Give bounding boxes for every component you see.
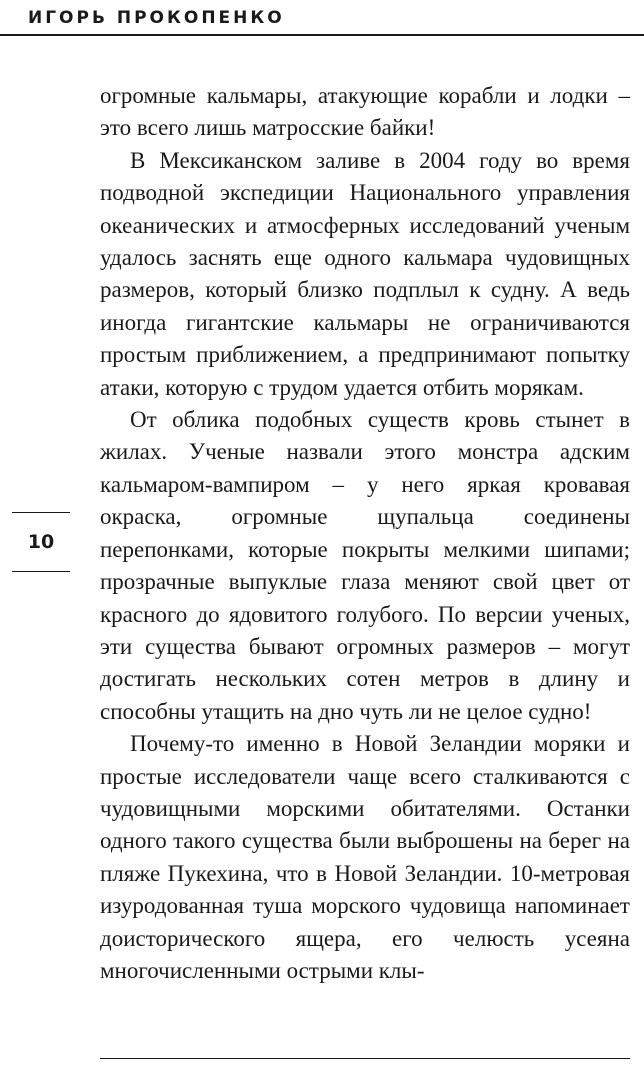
paragraph-new-zealand: Почему-то именно в Новой Зеландии моряки и простые исследователи чаще всего сталкиваются с чудовищными морскими обитателями. Останки одного такого существа были выброшены на берег на пляже Пукехина, что в Новой Зеландии. 10-метровая изуродованная туша морского чудовища напоминает доисторического ящера, его челюсть усеяна многочисленными острыми клы- bbox=[100, 731, 630, 983]
paragraph-continued: огромные кальмары, атакующие корабли и лодки – это всего лишь матросские байки! bbox=[100, 83, 630, 141]
running-head: ИГОРЬ ПРОКОПЕНКО bbox=[28, 8, 285, 28]
page-number: 10 bbox=[27, 531, 55, 553]
page-number-rule-top bbox=[12, 512, 70, 513]
paragraph-mexican-gulf: В Мексиканском заливе в 2004 году во время подводной экспедиции Национального управления океанических и атмосферных исследований ученым удалось заснять еще одного кальмара чудовищных размеров, который близко подплыл к судну. А ведь иногда гигантские кальмары не ограничиваются простым приближением, а предпринимают попытку атаки, которую с трудом удается отбить морякам. bbox=[100, 147, 630, 400]
body-text bbox=[100, 80, 630, 987]
page-number-rule-bottom bbox=[12, 571, 70, 572]
paragraph-vampire-squid: От облика подобных существ кровь стынет в жилах. Ученые назвали этого монстра адским кальмаром-вампиром – у него яркая кровавая окраска, огромные щупальца соединены перепонками, которые покрыты мелкими шипами; прозрачные выпуклые глаза меняют свой цвет от красного до ядовитого голубого. По версии ученых, эти существа бывают огромных размеров – могут достигать нескольких сотен метров в длину и способны утащить на дно чуть ли не целое судно! bbox=[100, 407, 630, 724]
footer-rule bbox=[100, 1058, 630, 1059]
header-rule bbox=[0, 34, 644, 36]
